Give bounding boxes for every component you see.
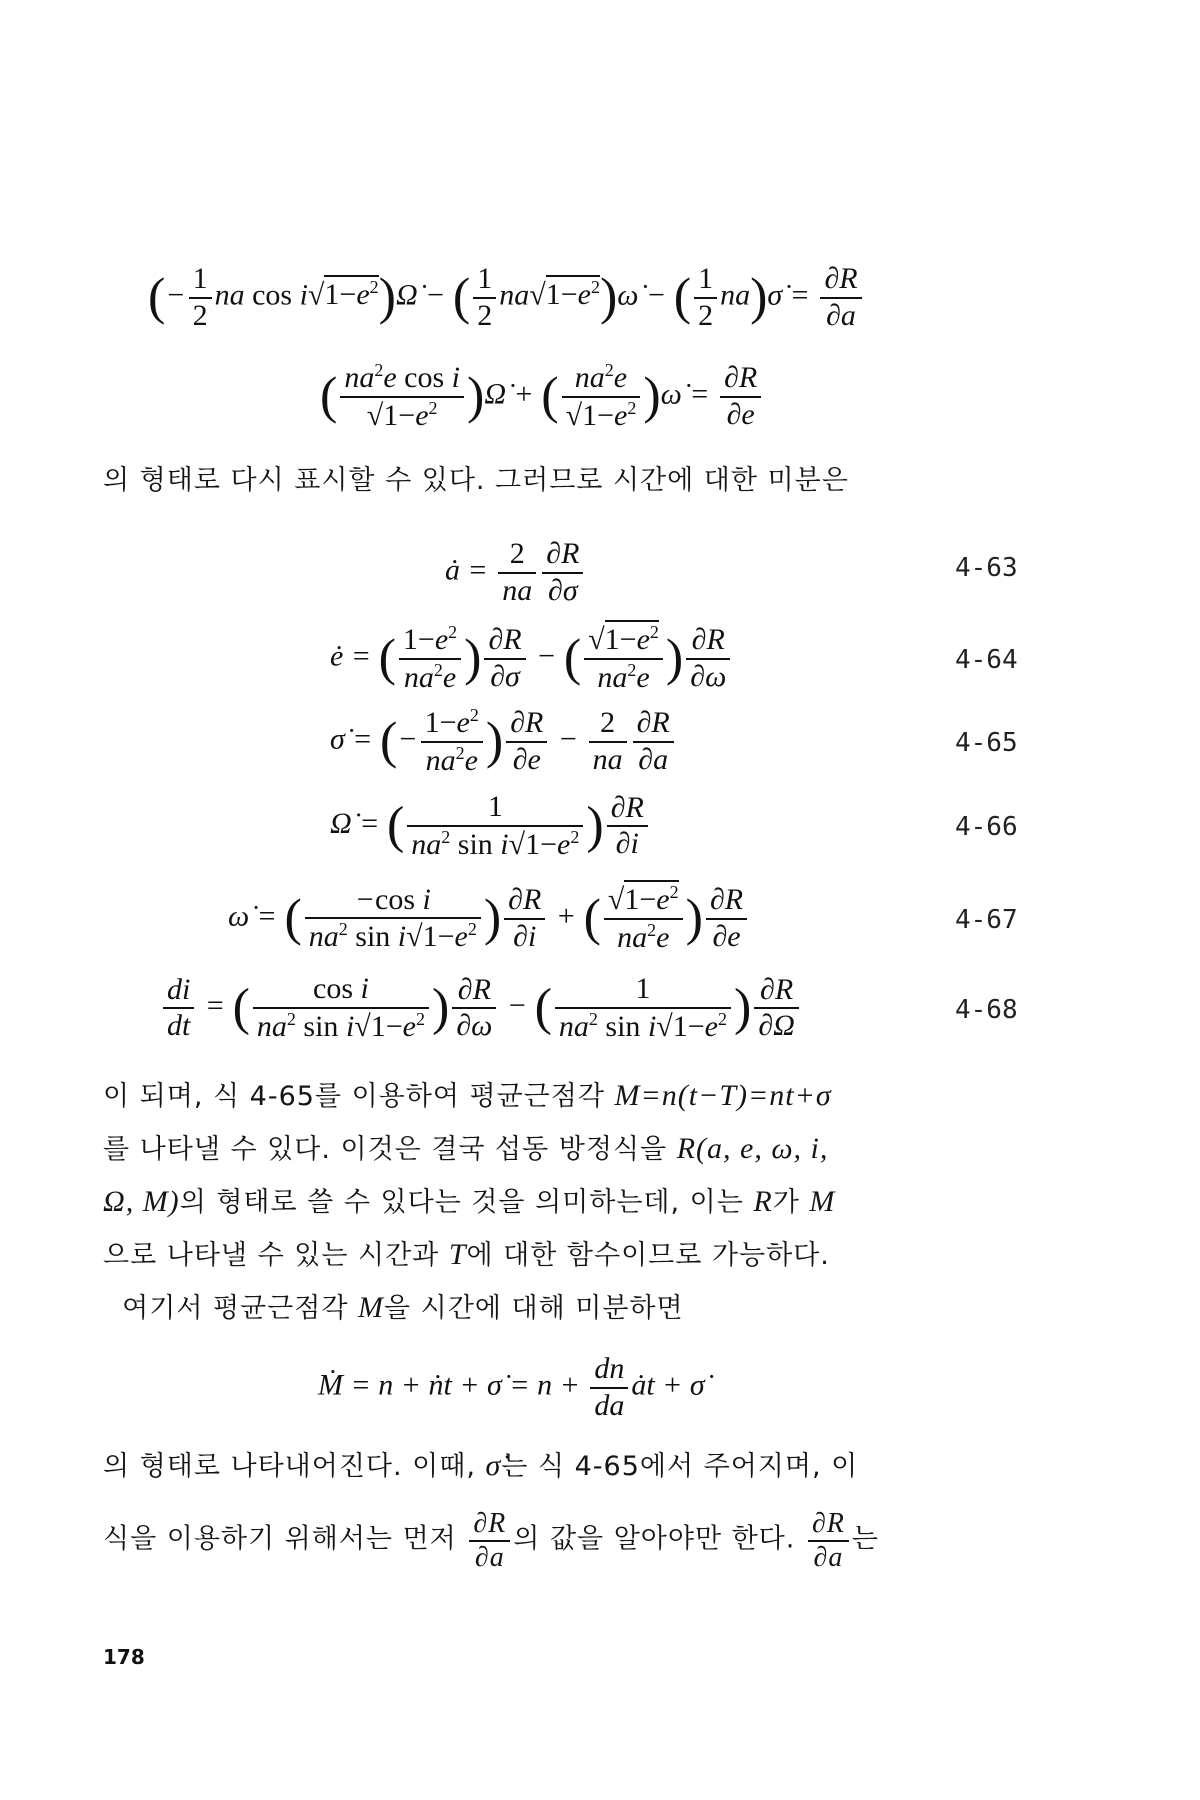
text: 이 되며, 식 4-65를 이용하여 평균근점각 <box>103 1081 615 1112</box>
text: 으로 나타낼 수 있는 시간과 <box>103 1240 449 1271</box>
text: 의 형태로 나타내어진다. 이때, <box>103 1451 486 1482</box>
paragraph-4: 식을 이용하기 위해서는 먼저 $\frac{\partial R}{\partial a}$ 의 값을 알아야만 한다. $\frac{\partial R}{\partial a}$ 는 <box>103 1508 879 1574</box>
equation-number: 4-64 <box>955 645 1018 675</box>
math-inline: σ̇ <box>485 1449 502 1482</box>
paragraph-2 <box>103 1070 1103 1335</box>
text: 여기서 평균근점각 <box>122 1293 358 1324</box>
equation-number: 4-65 <box>955 728 1018 758</box>
text: 을 시간에 대해 미분하면 <box>384 1293 684 1324</box>
math-inline: R <box>753 1185 773 1218</box>
text: 의 형태로 쓸 수 있다는 것을 의미하는데, 이는 <box>179 1187 754 1218</box>
equation-4-67: ω̇ = ( $\frac{\text{−cos i}}{na^2 \sin i√1-e^2}$ ) $\frac{\partial R}{\partial i}$ + ( $\frac{√1-e^2}{na^2e}$ ) $\frac{\partial R}{\partial e}$ <box>228 882 750 955</box>
equation-number: 4-66 <box>955 812 1018 842</box>
equation-top-1: (− $\frac{1}{2}$ na $\cos i√1-e^2)\Omegȧ$ − ( $\frac{1}{2}$ $na√1-e^2)\omegȧ$ − ( $\frac{1}{2}$ na)σ̇ = $\frac{\partial R}{\partial a}$ <box>148 262 865 333</box>
math-inline: T <box>448 1238 467 1271</box>
text: 가 <box>772 1187 810 1218</box>
math-inline: M <box>358 1291 384 1324</box>
paragraph-1-text: 의 형태로 다시 표시할 수 있다. 그러므로 시간에 대한 미분은 <box>103 465 849 496</box>
equation-4-65: σ̇ = (− $\frac{1-e^2}{na^2e}$ ) $\frac{\partial R}{\partial e}$ − $\frac{2}{na}$ $\frac{\partial R}{\partial a}$ <box>330 705 677 778</box>
equation-4-63: ȧ = $\frac{2}{na}$ $\frac{\partial R}{\partial\sigma}$ <box>445 537 586 608</box>
text: 에 대한 함수이므로 가능하다. <box>466 1240 830 1271</box>
math-inline: M=n(t−T)=nt+σ <box>614 1079 832 1112</box>
page-number: 178 <box>103 1645 145 1669</box>
equation-4-66: Ω̇ = ( $\frac{1}{na^2 \sin i√1-e^2}$ ) $\frac{\partial R}{\partial i}$ <box>330 790 651 862</box>
equation-number: 4-68 <box>955 995 1018 1025</box>
paragraph-1 <box>103 455 1103 507</box>
text: 를 나타낼 수 있다. 이것은 결국 섭동 방정식을 <box>103 1134 677 1165</box>
equation-mdot: Ṁ = n + ṅt + σ̇ = n + $\frac{dn}{da}$ ȧt + σ̇ <box>318 1352 705 1422</box>
paragraph-3 <box>103 1440 1103 1493</box>
equation-number: 4-63 <box>955 553 1018 583</box>
math-inline: M <box>809 1185 836 1218</box>
math-inline: Ω, M) <box>103 1185 180 1218</box>
equation-number: 4-67 <box>955 905 1018 935</box>
text: 는 <box>851 1523 879 1555</box>
text: 는 식 4-65에서 주어지며, 이 <box>501 1451 859 1482</box>
text: 의 값을 알아야만 한다. <box>513 1523 805 1555</box>
text: 식을 이용하기 위해서는 먼저 <box>103 1523 467 1555</box>
equation-top-2: ( $\frac{na^2e \cos i}{√1-e^2}$ )Ω̇ + ( $\frac{na^2e}{√1-e^2}$ )ω̇ = $\frac{\partial R}{\partial e}$ <box>320 360 764 433</box>
equation-4-68: $\frac{di}{dt}$ = ( $\frac{\text{cos i}}{na^2 \sin i√1-e^2}$ ) $\frac{\partial R}{\partial\omega}$ − ( $\frac{1}{na^2 \sin i√1-e^2}$ ) $\frac{\partial R}{\partial\Omega}$ <box>160 972 802 1044</box>
math-inline: R(a, e, ω, i, <box>676 1132 829 1165</box>
equation-4-64: ė = ( $\frac{1-e^2}{na^2e}$ ) $\frac{\partial R}{\partial\sigma}$ − ( $\frac{√1-e^2}{na^2e}$ ) $\frac{\partial R}{\partial\omega}$ <box>330 622 733 695</box>
